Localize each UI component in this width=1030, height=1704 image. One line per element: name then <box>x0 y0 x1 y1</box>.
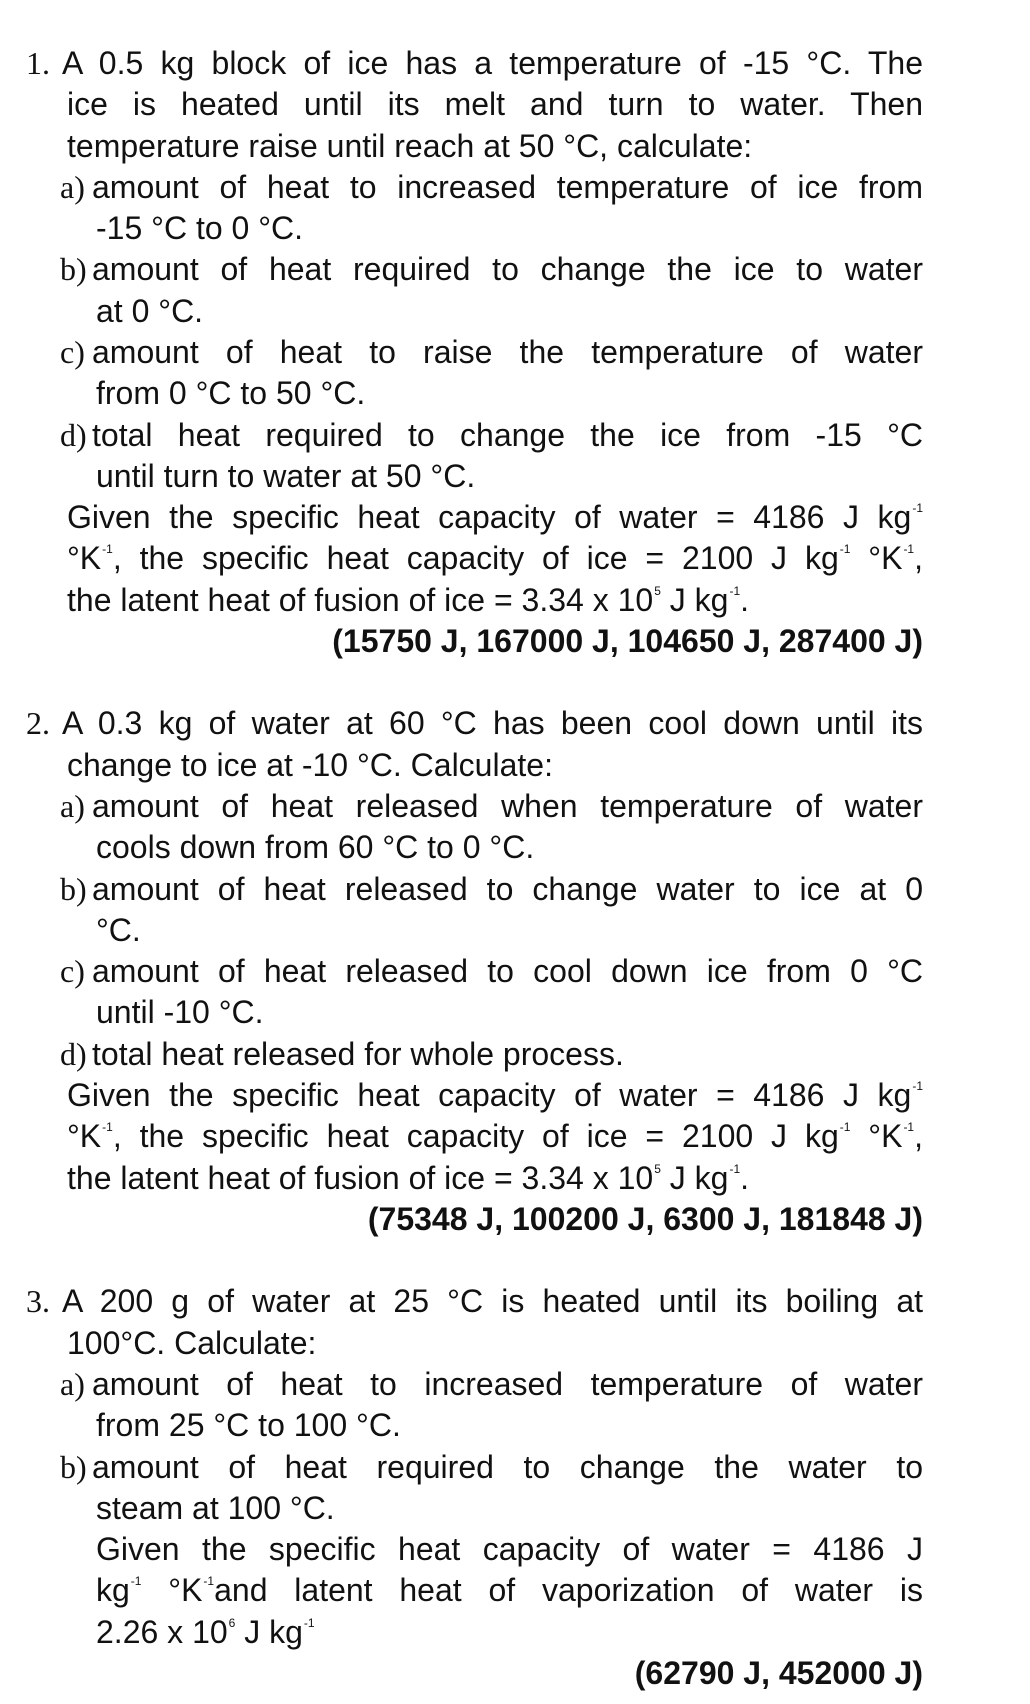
text-segment: °K <box>141 1572 203 1609</box>
text-segment: (62790 J, 452000 J) <box>634 1654 923 1691</box>
text-line <box>96 455 923 497</box>
superscript: -1 <box>102 1120 113 1135</box>
text-segment: °K <box>850 1118 903 1155</box>
text-line <box>96 1611 923 1653</box>
part-label: b) <box>60 251 87 288</box>
text-segment: . <box>740 1159 750 1196</box>
superscript: -1 <box>912 1079 923 1093</box>
text-line <box>92 414 923 456</box>
text-segment: Given the specific heat capacity of water = 4186 J kg <box>67 499 912 536</box>
text-line <box>62 702 923 744</box>
question-number: 2. <box>26 705 50 742</box>
superscript: -1 <box>729 583 741 598</box>
text-line <box>96 909 923 951</box>
part-label: b) <box>60 1448 87 1485</box>
answer-key <box>62 1652 923 1694</box>
text-line <box>92 166 923 208</box>
text-segment: J kg <box>660 1159 729 1196</box>
text-segment: the latent heat of fusion of ice = 3.34 x 10 <box>67 1159 654 1196</box>
text-segment: Given the specific heat capacity of water = 4186 J kg <box>67 1077 912 1113</box>
text-line <box>67 1074 923 1116</box>
text-segment: until turn to water at 50 °C. <box>96 457 476 494</box>
text-segment: . <box>740 581 750 618</box>
question-number: 3. <box>26 1283 50 1320</box>
superscript: -1 <box>903 1120 915 1135</box>
text-line <box>96 290 923 332</box>
text-segment: -15 °C to 0 °C. <box>96 210 303 247</box>
text-segment: , the specific heat capacity of ice = 2100 J kg <box>112 540 839 577</box>
text-line <box>62 42 923 84</box>
text-segment: kg <box>96 1572 130 1609</box>
text-line <box>67 744 923 786</box>
text-segment: from 0 °C to 50 °C. <box>96 375 366 412</box>
text-line <box>67 496 923 538</box>
text-line <box>96 207 923 249</box>
text-line <box>92 331 923 373</box>
superscript: -1 <box>102 542 113 557</box>
text-segment: , the specific heat capacity of ice = 2100 J kg <box>112 1118 839 1155</box>
text-line <box>92 785 923 827</box>
text-line <box>92 1033 923 1075</box>
text-line <box>67 125 923 167</box>
text-segment: (15750 J, 167000 J, 104650 J, 287400 J) <box>332 622 923 659</box>
text-line <box>92 950 923 992</box>
text-line <box>96 372 923 414</box>
text-segment: steam at 100 °C. <box>96 1489 335 1526</box>
text-segment: , <box>914 1118 923 1155</box>
text-line <box>92 248 923 290</box>
text-line <box>62 1280 923 1322</box>
text-line <box>96 1569 923 1611</box>
superscript: -1 <box>903 542 915 557</box>
text-segment: °C. <box>96 911 141 948</box>
text-segment: until -10 °C. <box>96 994 264 1031</box>
text-segment: , <box>914 540 923 577</box>
text-line <box>67 1115 923 1157</box>
part-label: d) <box>60 416 87 453</box>
text-line <box>96 1404 923 1446</box>
text-line <box>67 1322 923 1364</box>
part-label: a) <box>60 1365 85 1402</box>
text-segment: amount of heat released when temperature of water <box>92 788 923 825</box>
answer-key <box>62 1198 923 1240</box>
text-segment: °K <box>850 540 903 577</box>
text-segment: 100°C. Calculate: <box>67 1324 317 1361</box>
text-segment: amount of heat released to change water to ice at 0 <box>92 870 923 907</box>
text-segment: amount of heat to raise the temperature of water <box>92 333 923 370</box>
text-segment: from 25 °C to 100 °C. <box>96 1407 401 1444</box>
part-label: c) <box>60 333 85 370</box>
text-line <box>96 826 923 868</box>
text-segment: and latent heat of vaporization of water is <box>214 1572 923 1609</box>
text-line <box>92 1446 923 1488</box>
text-segment: change to ice at -10 °C. Calculate: <box>67 746 553 783</box>
superscript: 6 <box>228 1615 236 1630</box>
part-label: a) <box>60 788 85 825</box>
part-label: b) <box>60 870 87 907</box>
text-line <box>92 868 923 910</box>
text-segment: (75348 J, 100200 J, 6300 J, 181848 J) <box>367 1200 923 1237</box>
text-line <box>96 991 923 1033</box>
text-segment: temperature raise until reach at 50 °C, calculate: <box>67 127 753 164</box>
superscript: 5 <box>654 583 661 598</box>
text-line <box>92 1363 923 1405</box>
text-segment: A 200 g of water at 25 °C is heated until its boiling at <box>62 1283 923 1320</box>
text-segment: cools down from 60 °C to 0 °C. <box>96 829 535 866</box>
text-line <box>96 1487 923 1529</box>
text-segment: amount of heat required to change the ice to water <box>92 251 923 288</box>
question-number: 1. <box>26 45 50 81</box>
text-segment: amount of heat to increased temperature of ice from <box>92 168 923 205</box>
text-line <box>67 579 923 621</box>
text-segment: °K <box>67 540 102 577</box>
text-segment: total heat released for whole process. <box>92 1035 624 1072</box>
part-label: d) <box>60 1035 87 1072</box>
text-segment: at 0 °C. <box>96 292 204 329</box>
text-segment: amount of heat released to cool down ice from 0 °C <box>92 953 923 990</box>
superscript: -1 <box>839 1120 851 1135</box>
part-label: a) <box>60 168 85 205</box>
text-segment: J kg <box>235 1613 303 1650</box>
part-label: c) <box>60 953 85 990</box>
text-segment: amount of heat required to change the water to <box>92 1448 923 1485</box>
text-line <box>67 537 923 579</box>
text-segment: Given the specific heat capacity of water = 4186 J <box>96 1531 923 1568</box>
text-segment: the latent heat of fusion of ice = 3.34 x 10 <box>67 581 654 618</box>
text-segment: °K <box>67 1118 102 1155</box>
superscript: -1 <box>912 501 923 516</box>
text-segment: ice is heated until its melt and turn to water. Then <box>67 86 923 123</box>
superscript: -1 <box>303 1615 315 1630</box>
superscript: 5 <box>654 1161 661 1176</box>
text-segment: A 0.5 kg block of ice has a temperature of -15 °C. The <box>62 45 923 81</box>
text-segment: total heat required to change the ice from -15 °C <box>92 416 923 453</box>
text-line <box>96 1528 923 1570</box>
answer-key <box>62 620 923 662</box>
text-segment: amount of heat to increased temperature of water <box>92 1365 923 1402</box>
text-segment: 2.26 x 10 <box>96 1613 228 1650</box>
superscript: -1 <box>203 1574 215 1589</box>
superscript: -1 <box>839 542 851 557</box>
text-segment: A 0.3 kg of water at 60 °C has been cool down until its <box>62 705 923 742</box>
superscript: -1 <box>729 1161 741 1176</box>
text-line <box>67 83 923 125</box>
text-line <box>67 1157 923 1199</box>
superscript: -1 <box>130 1574 142 1589</box>
text-segment: J kg <box>660 581 729 618</box>
